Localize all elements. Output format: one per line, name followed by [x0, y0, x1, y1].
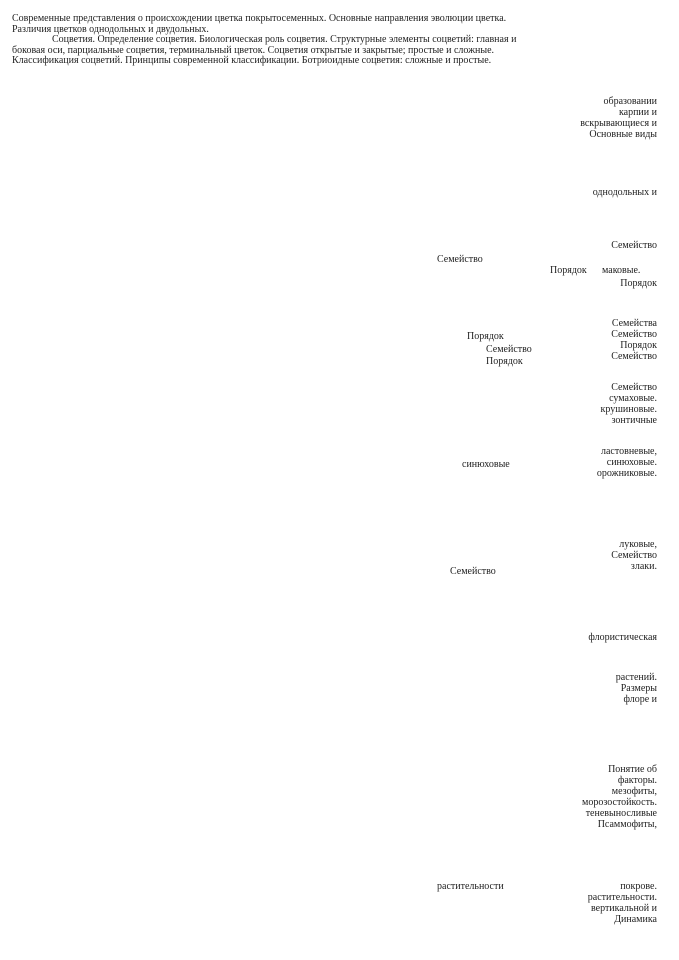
right-block-3 — [611, 240, 657, 251]
mid-fragment-6: синюховые — [462, 459, 510, 470]
fragment: факторы. — [617, 775, 657, 786]
fragment: Понятие об — [608, 764, 657, 775]
fragment: мезофиты, — [611, 786, 657, 797]
mid-fragment-2: Порядок — [550, 265, 587, 276]
mid-fragment-5: Порядок — [486, 356, 523, 367]
fragment: Псаммофиты, — [597, 819, 657, 830]
mid-fragment-8: растительности — [437, 881, 504, 892]
fragment: флористическая — [588, 632, 657, 643]
intro-line-5: Классификация соцветий. Принципы современной классификации. Ботриоидные соцветия: сложные и простые. — [12, 55, 492, 66]
fragment: морозостойкость. — [582, 797, 657, 808]
fragment: флоре и — [623, 694, 657, 705]
mid-fragment-1: Семейство — [437, 254, 483, 265]
right-block-6 — [611, 318, 657, 362]
intro-line-4: боковая оси, парциальные соцветия, терминальный цветок. Соцветия открытые и закрытые; простые и сложные. — [12, 44, 495, 56]
right-block-5 — [620, 278, 657, 289]
right-block-13 — [588, 881, 657, 925]
fragment: растений. — [615, 672, 657, 683]
right-block-4 — [602, 265, 640, 276]
right-block-2 — [593, 187, 657, 198]
fragment: Семейство — [611, 351, 657, 362]
intro-paragraph — [12, 14, 659, 67]
fragment: образовании — [603, 96, 657, 107]
fragment: Семейства — [611, 318, 657, 329]
right-block-1 — [580, 96, 657, 140]
right-block-7 — [600, 382, 657, 426]
mid-fragment-4: Семейство — [486, 344, 532, 355]
fragment: Семейство — [611, 382, 657, 393]
fragment: Семейство — [611, 240, 657, 251]
fragment: ластовневые, — [601, 446, 657, 457]
right-block-11 — [616, 672, 657, 705]
right-block-10 — [588, 632, 657, 643]
mid-fragment-7: Семейство — [450, 566, 496, 577]
fragment: злаки. — [630, 561, 657, 572]
intro-line-3: Соцветия. Определение соцветия. Биологическая роль соцветия. Структурные элементы соцветий: главная и — [52, 34, 517, 45]
fragment: орожниковые. — [596, 468, 657, 479]
fragment: растительности. — [587, 892, 657, 903]
fragment: крушиновые. — [600, 404, 657, 415]
mid-fragment-3: Порядок — [467, 331, 504, 342]
fragment: маковые. — [602, 265, 641, 276]
fragment: синюховые. — [606, 457, 657, 468]
fragment: Порядок — [620, 340, 657, 351]
fragment: Динамика — [614, 914, 657, 925]
fragment: Семейство — [611, 329, 657, 340]
fragment: вскрывающиеся и — [580, 118, 657, 129]
fragment: карпии и — [618, 107, 657, 118]
fragment: теневыносливые — [585, 808, 657, 819]
fragment: Размеры — [620, 683, 657, 694]
fragment: Основные виды — [589, 129, 657, 140]
fragment: Семейство — [611, 550, 657, 561]
right-block-9 — [611, 539, 657, 572]
fragment: однодольных и — [592, 187, 657, 198]
fragment: луковые, — [619, 539, 657, 550]
intro-line-2: Различия цветков однодольных и двудольных. — [12, 23, 209, 35]
fragment: покрове. — [620, 881, 657, 892]
right-block-8 — [597, 446, 657, 479]
fragment: вертикальной и — [590, 903, 657, 914]
fragment: Порядок — [620, 278, 657, 289]
fragment: зонтичные — [611, 415, 657, 426]
intro-line-1: Современные представления о происхождении цветка покрытосеменных. Основные направления эволюции цветка. — [12, 13, 507, 24]
right-block-12 — [582, 764, 657, 830]
fragment: сумаховые. — [609, 393, 657, 404]
